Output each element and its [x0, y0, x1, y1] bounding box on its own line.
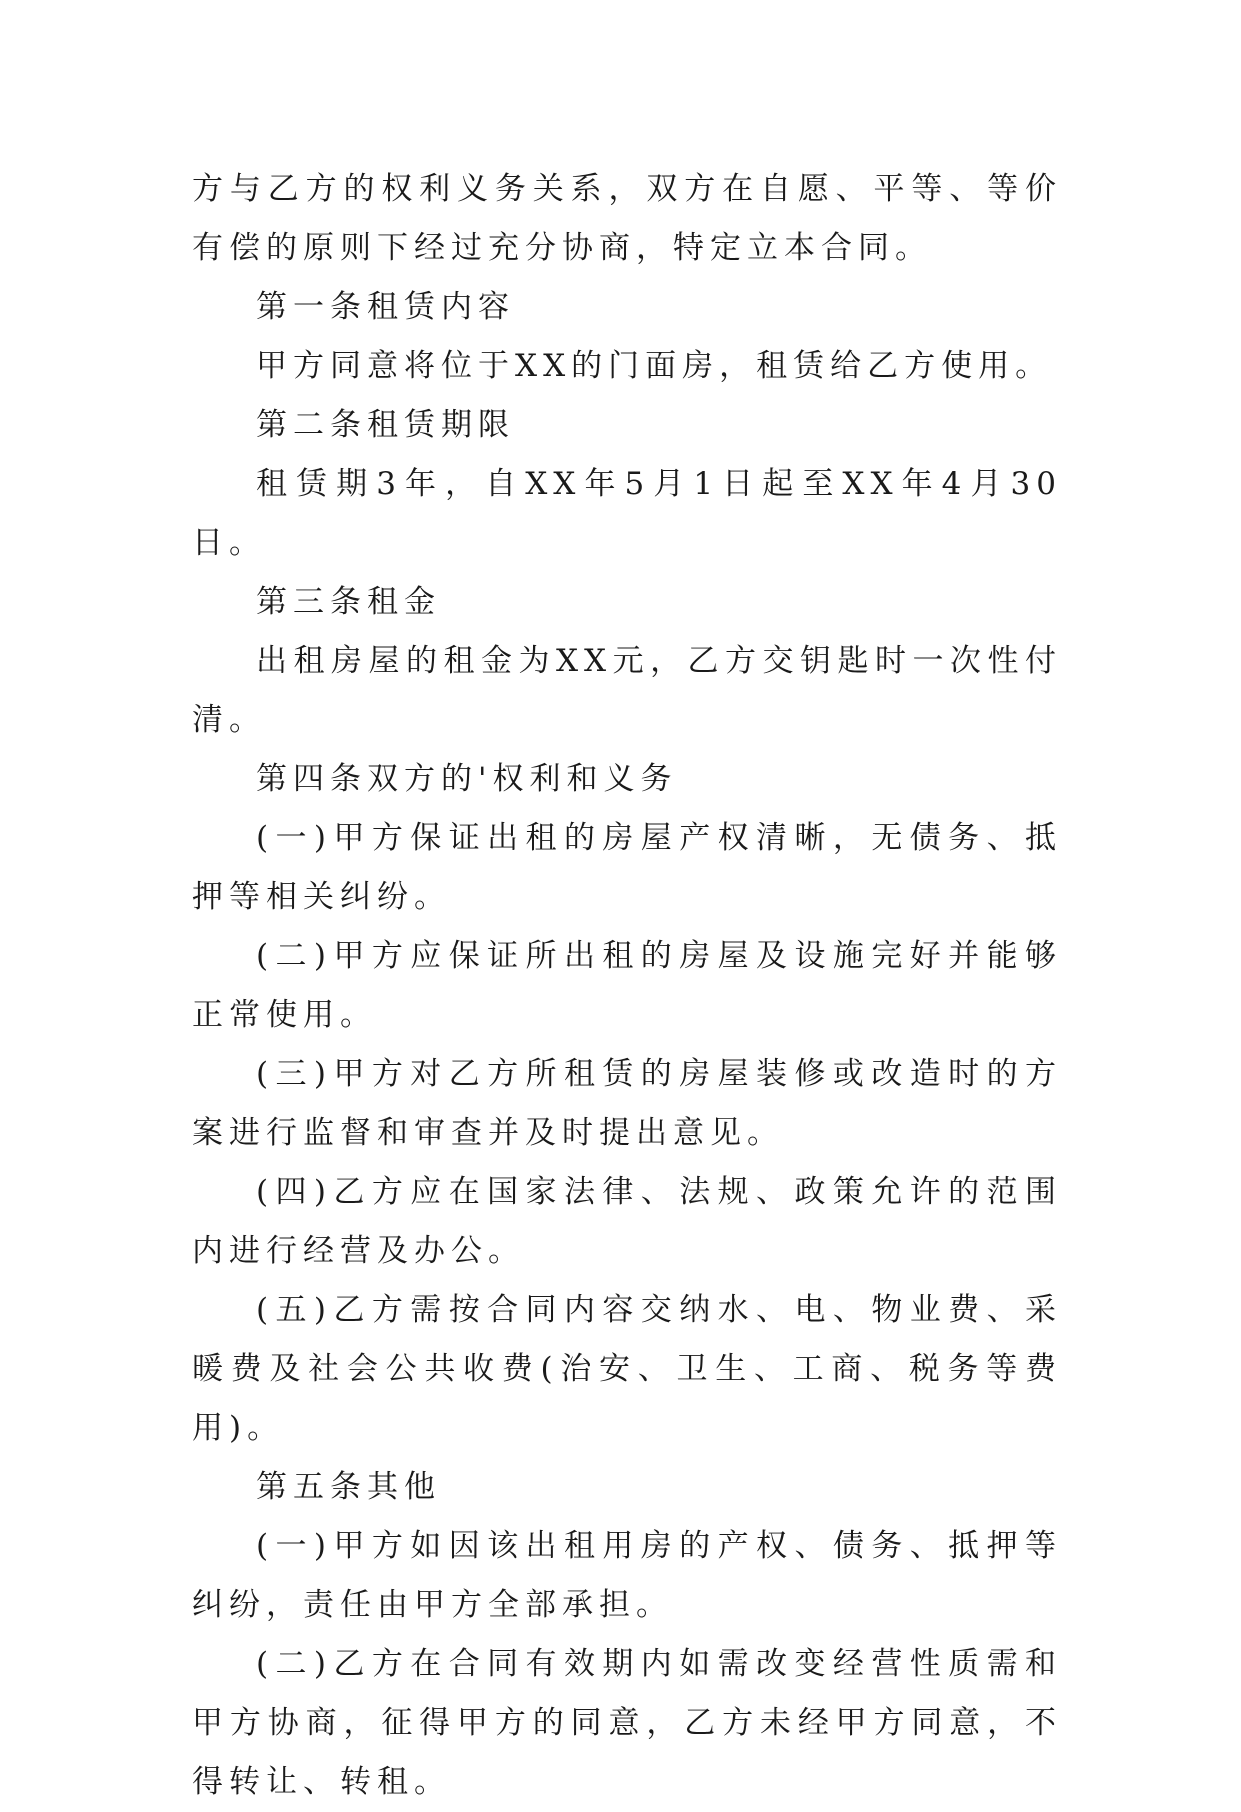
article-4-item-5: (五)乙方需按合同内容交纳水、电、物业费、采暖费及社会公共收费(治安、卫生、工商、税务等费用)。: [192, 1292, 1062, 1446]
article-1-heading: 第一条租赁内容: [256, 289, 515, 325]
article-4-item-3: (三)甲方对乙方所租赁的房屋装修或改造时的方案进行监督和审查并及时提出意见。: [192, 1056, 1062, 1151]
article-5-item-1: (一)甲方如因该出租用房的产权、债务、抵押等纠纷，责任由甲方全部承担。: [192, 1528, 1062, 1623]
article-4-item-4: (四)乙方应在国家法律、法规、政策允许的范围内进行经营及办公。: [192, 1174, 1062, 1269]
article-4-item-2: (二)甲方应保证所出租的房屋及设施完好并能够正常使用。: [192, 938, 1062, 1033]
article-2-text: 租赁期3年，自XX年5月1日起至XX年4月30日。: [192, 466, 1062, 561]
article-5-item-2: (二)乙方在合同有效期内如需改变经营性质需和甲方协商，征得甲方的同意，乙方未经甲方同意，不得转让、转租。: [192, 1646, 1062, 1800]
article-4-heading: 第四条双方的'权利和义务: [256, 761, 678, 797]
contract-body: [192, 160, 1062, 1812]
article-4-item-1: (一)甲方保证出租的房屋产权清晰，无债务、抵押等相关纠纷。: [192, 820, 1062, 915]
article-3-text: 出租房屋的租金为XX元，乙方交钥匙时一次性付清。: [192, 643, 1062, 738]
paragraph-intro-continuation: 方与乙方的权利义务关系，双方在自愿、平等、等价有偿的原则下经过充分协商，特定立本合同。: [192, 171, 1062, 266]
article-3-heading: 第三条租金: [256, 584, 441, 620]
article-5-heading: 第五条其他: [256, 1469, 441, 1505]
article-1-text: 甲方同意将位于XX的门面房，租赁给乙方使用。: [256, 348, 1053, 384]
article-2-heading: 第二条租赁期限: [256, 407, 515, 443]
